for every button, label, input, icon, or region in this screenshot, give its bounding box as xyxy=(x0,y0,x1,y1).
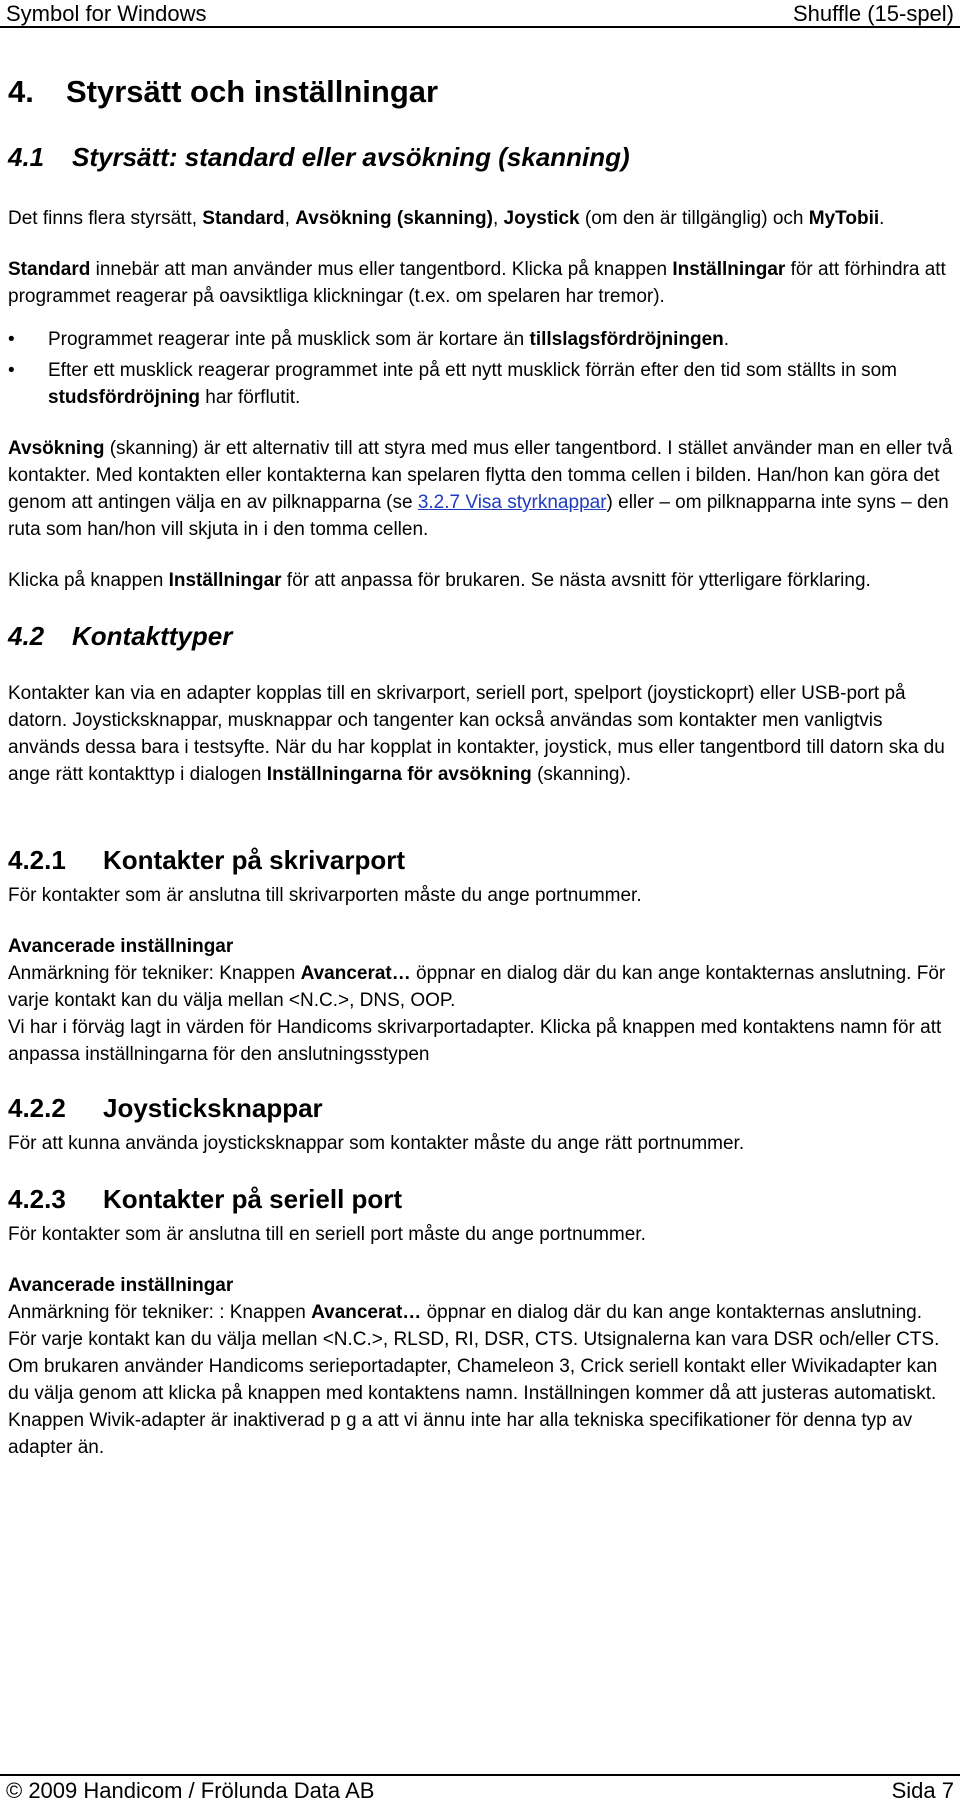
paragraph-scanning: Avsökning (skanning) är ett alternativ till att styra med mus eller tangentbord. I stället använder man en eller två kontakter. Med kontakten eller kontakterna kan spelaren flytta den tomma cellen i bilden. Han/hon kan göra det genom att antingen välja en av pilknapparna (se 3.2.7 Visa styrknappar) eller – om pilknapparna inte syns – den ruta som han/hon vill skjuta in i den tomma cellen. xyxy=(8,438,953,540)
page-footer xyxy=(0,1774,960,1803)
section-heading-4-2 xyxy=(8,620,954,652)
paragraph-settings: Klicka på knappen Inställningar för att anpassa för brukaren. Se nästa avsnitt för ytterligare förklaring. xyxy=(8,570,871,591)
chapter-number: 4. xyxy=(8,74,34,109)
bullet-icon: • xyxy=(8,360,15,381)
paragraph-standard: Standard innebär att man använder mus eller tangentbord. Klicka på knappen Inställningar för att förhindra att programmet reagerar på oavsiktliga klickningar (t.ex. om spelaren har tremor). xyxy=(8,259,946,307)
subsection-heading-4-2-3 xyxy=(8,1183,954,1215)
footer-copyright: © 2009 Handicom / Frölunda Data AB xyxy=(6,1778,375,1803)
paragraph-printer-port: För kontakter som är anslutna till skrivarporten måste du ange portnummer. xyxy=(8,885,642,906)
paragraph-contact-types: Kontakter kan via en adapter kopplas till en skrivarport, seriell port, spelport (joystickoprt) eller USB-port på datorn. Joysticksknappar, musknappar och tangenter kan också användas som kontakter men vanligtvis används dessa bara i testsyfte. När du har kopplat in kontakter, joystick, mus eller tangentbord till datorn ska du ange rätt kontakttyp i dialogen Inställningarna för avsökning (skanning). xyxy=(8,683,945,785)
paragraph-control-modes: Det finns flera styrsätt, Standard, Avsökning (skanning), Joystick (om den är tillgänglig) och MyTobii. xyxy=(8,208,885,229)
section-title: Styrsätt: standard eller avsökning (skanning) xyxy=(72,142,630,172)
chapter-title: Styrsätt och inställningar xyxy=(66,74,439,109)
document-body xyxy=(8,40,954,1461)
subsection-number: 4.2.2 xyxy=(8,1093,66,1123)
subsection-number: 4.2.3 xyxy=(8,1184,66,1214)
paragraph-serial-port: För kontakter som är anslutna till en seriell port måste du ange portnummer. xyxy=(8,1224,646,1245)
list-item: • Programmet reagerar inte på musklick som är kortare än tillslagsfördröjningen. xyxy=(8,326,954,353)
header-section-title: Shuffle (15-spel) xyxy=(792,1,954,26)
paragraph-advanced-printer: Anmärkning för tekniker: Knappen Avancerat… öppnar en dialog där du kan ange kontakternas anslutning. För varje kontakt kan du välja mellan <N.C.>, DNS, OOP. xyxy=(8,963,946,1011)
bullet-list xyxy=(8,326,954,411)
section-number: 4.1 xyxy=(8,142,45,172)
page-header xyxy=(0,0,960,28)
header-doc-title: Symbol for Windows xyxy=(6,1,207,26)
advanced-settings-heading: Avancerade inställningar xyxy=(8,1275,234,1296)
chapter-heading xyxy=(8,74,954,110)
section-title: Kontakttyper xyxy=(72,621,233,651)
list-item: • Efter ett musklick reagerar programmet inte på ett nytt musklick förrän efter den tid som ställts in som studsfördröjning har förflutit. xyxy=(8,357,954,411)
section-number: 4.2 xyxy=(8,621,45,651)
subsection-title: Kontakter på seriell port xyxy=(103,1184,403,1214)
cross-reference-link[interactable]: 3.2.7 Visa styrknappar xyxy=(417,492,607,513)
subsection-title: Joysticksknappar xyxy=(103,1093,323,1123)
advanced-settings-heading: Avancerade inställningar xyxy=(8,936,234,957)
section-heading-4-1 xyxy=(8,141,954,173)
subsection-number: 4.2.1 xyxy=(8,845,66,875)
subsection-title: Kontakter på skrivarport xyxy=(103,845,405,875)
bullet-icon: • xyxy=(8,329,15,350)
subsection-heading-4-2-2 xyxy=(8,1092,954,1124)
paragraph-advanced-serial: Anmärkning för tekniker: : Knappen Avancerat… öppnar en dialog där du kan ange kontakternas anslutning. För varje kontakt kan du välja mellan <N.C.>, RLSD, RI, DSR, CTS. Utsignalerna kan vara DSR och/eller CTS. Om brukaren använder Handicoms serieportadapter, Chameleon 3, Crick seriell kontakt eller Wivikadapter kan du välja genom att klicka på knappen med kontaktens namn. Inställningen kommer då att justeras automatiskt. Knappen Wivik-adapter är inaktiverad p g a att vi ännu inte har alla tekniska specifikationer för denna typ av adapter än. xyxy=(8,1302,940,1458)
paragraph-advanced-printer-2: Vi har i förväg lagt in värden för Handicoms skrivarportadapter. Klicka på knappen med kontaktens namn för att anpassa inställningarna för den anslutningsstypen xyxy=(8,1017,942,1065)
subsection-heading-4-2-1 xyxy=(8,844,954,876)
footer-page-number: Sida 7 xyxy=(891,1778,954,1803)
paragraph-joystick: För att kunna använda joysticksknappar som kontakter måste du ange rätt portnummer. xyxy=(8,1133,745,1154)
